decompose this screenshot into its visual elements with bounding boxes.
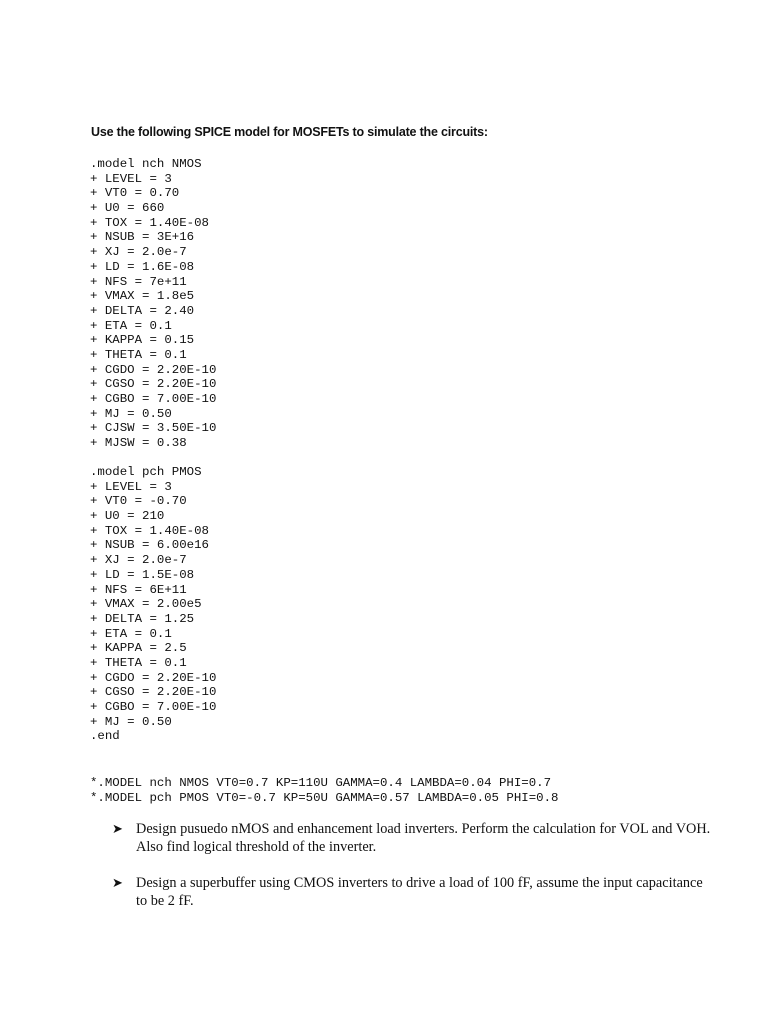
pmos-model-line: + CGSO = 2.20E-10 — [90, 685, 217, 700]
pmos-model-line: + VT0 = -0.70 — [90, 494, 187, 509]
nmos-model-line: + CGBO = 7.00E-10 — [90, 392, 217, 406]
nmos-model-line: + CGDO = 2.20E-10 — [90, 362, 217, 377]
nmos-model-line: + DELTA = 2.40 — [90, 303, 195, 318]
pmos-model-line: + DELTA = 1.25 — [90, 611, 195, 626]
nmos-model-line: + ETA = 0.1 — [90, 318, 172, 333]
nmos-model-line: + LEVEL = 3 — [90, 171, 172, 186]
nmos-model-line: + NFS = 7e+11 — [90, 274, 187, 289]
pmos-model-line: + NFS = 6E+11 — [90, 582, 187, 597]
task-list — [112, 820, 712, 928]
pmos-model-line: + TOX = 1.40E-08 — [90, 523, 209, 538]
task-item — [112, 820, 712, 856]
pmos-model-block — [90, 465, 216, 744]
pmos-model-line: + LD = 1.5E-08 — [90, 567, 195, 582]
simple-model-line: *.MODEL pch PMOS VT0=-0.7 KP=50U GAMMA=0.57 LAMBDA=0.05 PHI=0.8 — [90, 790, 559, 805]
task-text: Design pusuedo nMOS and enhancement load inverters. Perform the calculation for VOL and VOH. Also find logical threshold of the inverter. — [136, 821, 711, 855]
task-text: Design a superbuffer using CMOS inverters to drive a load of 100 fF, assume the input capacitance to be 2 fF. — [136, 875, 703, 909]
nmos-model-line: + KAPPA = 0.15 — [90, 333, 195, 348]
pmos-model-line: .model pch PMOS — [90, 465, 202, 479]
pmos-model-line: + VMAX = 2.00e5 — [90, 597, 202, 612]
nmos-model-line: + CGSO = 2.20E-10 — [90, 377, 217, 392]
simple-model-block — [90, 776, 558, 805]
arrow-bullet-icon: ➤ — [112, 875, 123, 890]
nmos-model-line: + TOX = 1.40E-08 — [90, 215, 209, 230]
nmos-model-line: + MJSW = 0.38 — [90, 436, 187, 451]
page-heading: Use the following SPICE model for MOSFETs to simulate the circuits: — [91, 125, 488, 139]
pmos-model-line: + CGDO = 2.20E-10 — [90, 670, 217, 685]
nmos-model-line: + MJ = 0.50 — [90, 406, 172, 421]
nmos-model-line: + VT0 = 0.70 — [90, 186, 180, 201]
nmos-model-line: + NSUB = 3E+16 — [90, 230, 195, 245]
task-item — [112, 874, 712, 910]
nmos-model-line: + VMAX = 1.8e5 — [90, 289, 195, 304]
nmos-model-line: + CJSW = 3.50E-10 — [90, 421, 217, 436]
nmos-model-line: + U0 = 660 — [90, 201, 165, 216]
pmos-model-line: + U0 = 210 — [90, 509, 165, 524]
pmos-model-line: + NSUB = 6.00e16 — [90, 538, 209, 553]
nmos-model-line: .model nch NMOS — [90, 157, 202, 171]
arrow-bullet-icon: ➤ — [112, 821, 123, 836]
pmos-model-line: + THETA = 0.1 — [90, 655, 187, 670]
pmos-model-line: .end — [90, 729, 120, 744]
nmos-model-line: + THETA = 0.1 — [90, 347, 187, 362]
nmos-model-block — [90, 157, 216, 451]
pmos-model-line: + XJ = 2.0e-7 — [90, 553, 187, 568]
pmos-model-line: + LEVEL = 3 — [90, 479, 172, 494]
simple-model-line: *.MODEL nch NMOS VT0=0.7 KP=110U GAMMA=0.4 LAMBDA=0.04 PHI=0.7 — [90, 776, 552, 790]
pmos-model-line: + CGBO = 7.00E-10 — [90, 700, 217, 714]
pmos-model-line: + KAPPA = 2.5 — [90, 641, 187, 656]
pmos-model-line: + ETA = 0.1 — [90, 626, 172, 641]
nmos-model-line: + LD = 1.6E-08 — [90, 259, 195, 274]
pmos-model-line: + MJ = 0.50 — [90, 714, 172, 729]
nmos-model-line: + XJ = 2.0e-7 — [90, 245, 187, 260]
